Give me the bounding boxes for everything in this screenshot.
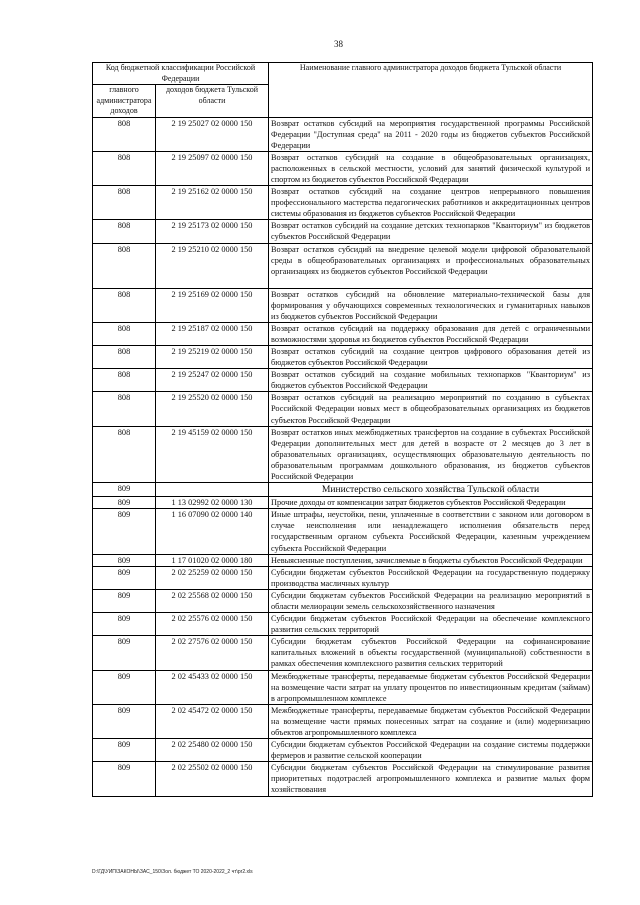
revenue-code-cell: 2 19 25097 02 0000 150 (156, 151, 269, 185)
revenue-code-cell: 1 13 02992 02 0000 130 (156, 497, 269, 509)
header-code-group: Код бюджетной классификации Российской Федерации (93, 63, 269, 85)
table-row (93, 288, 593, 322)
revenue-name-cell: Возврат остатков иных межбюджетных трансфертов на создание в субъектах Российской Федерации дополнительных мест для детей в возрасте от 2 месяцев до 3 лет в образовательных организациях, осуществляющих образовательную деятельность по образовательным программам дошкольного образования, из бюджетов субъектов Российской Федерации (269, 426, 593, 482)
admin-code-cell: 809 (93, 670, 156, 704)
revenue-code-cell: 1 17 01020 02 0000 180 (156, 554, 269, 566)
table-row (93, 554, 593, 566)
admin-code-cell: 808 (93, 288, 156, 322)
table-row (93, 426, 593, 482)
revenue-name-cell: Межбюджетные трансферты, передаваемые бюджетам субъектов Российской Федерации на возмещение части прямых понесенных затрат на создание и (или) модернизацию объектов агропромышленного комплекса (269, 704, 593, 738)
table-row (93, 636, 593, 670)
table-row (93, 509, 593, 554)
table-row (93, 392, 593, 426)
table-row (93, 739, 593, 762)
file-path-footer: D:\ГД\УИП\ЗАКОНЫ\ЗАС_150\Зол. бюджет ТО 2020-2022_2 чт\pr2.xls (92, 869, 253, 875)
admin-code-cell: 808 (93, 186, 156, 220)
admin-code-cell: 809 (93, 739, 156, 762)
revenue-name-cell: Прочие доходы от компенсации затрат бюджетов субъектов Российской Федерации (269, 497, 593, 509)
table-row (93, 346, 593, 369)
revenue-name-cell: Возврат остатков субсидий на мероприятия государственной программы Российской Федерации "Доступная среда" на 2011 - 2020 годы из бюджетов субъектов Российской Федерации (269, 117, 593, 151)
page-number: 38 (334, 39, 343, 49)
revenue-code-cell: 2 19 25210 02 0000 150 (156, 243, 269, 288)
revenue-code-cell: 2 02 25259 02 0000 150 (156, 566, 269, 589)
table-header-row (93, 63, 593, 85)
revenue-code-cell: 2 19 25162 02 0000 150 (156, 186, 269, 220)
revenue-name-cell: Субсидии бюджетам субъектов Российской Федерации на реализацию мероприятий в области мелиорации земель сельскохозяйственного назначения (269, 589, 593, 612)
revenue-code-cell: 2 02 25576 02 0000 150 (156, 613, 269, 636)
revenue-name-cell: Иные штрафы, неустойки, пени, уплаченные в соответствии с законом или договором в случае неисполнения или ненадлежащего исполнения обязательств перед государственным органом субъекта Российской Федерации, казенным учреждением субъекта Российской Федерации (269, 509, 593, 554)
revenue-name-cell: Возврат остатков субсидий на создание центров непрерывного повышения профессионального мастерства педагогических работников и аккредитационных центров системы образования из бюджетов субъектов Российской Федерации (269, 186, 593, 220)
revenue-name-cell: Субсидии бюджетам субъектов Российской Федерации на создание системы поддержки фермеров и развитие сельской кооперации (269, 739, 593, 762)
admin-code-cell: 809 (93, 497, 156, 509)
revenue-code-cell: 2 02 45472 02 0000 150 (156, 704, 269, 738)
revenue-name-cell: Возврат остатков субсидий на создание детских технопарков "Кванториум" из бюджетов субъектов Российской Федерации (269, 220, 593, 243)
table-row (93, 497, 593, 509)
revenue-code-cell: 2 19 25169 02 0000 150 (156, 288, 269, 322)
admin-code-cell: 808 (93, 369, 156, 392)
revenue-code-cell: 2 02 25502 02 0000 150 (156, 762, 269, 796)
table-row (93, 151, 593, 185)
revenue-code-cell (156, 483, 269, 497)
table-row (93, 369, 593, 392)
revenue-name-cell: Возврат остатков субсидий на внедрение целевой модели цифровой образовательной среды в общеобразовательных организациях и профессиональных образовательных организациях из бюджетов субъектов Российской Федерации (269, 243, 593, 288)
revenue-name-cell: Возврат остатков субсидий на поддержку образования для детей с ограниченными возможностями здоровья из бюджетов субъектов Российской Федерации (269, 322, 593, 345)
revenue-code-cell: 2 19 25520 02 0000 150 (156, 392, 269, 426)
admin-code-cell: 809 (93, 483, 156, 497)
table-row-department (93, 483, 593, 497)
admin-code-cell: 808 (93, 392, 156, 426)
revenue-name-cell: Возврат остатков субсидий на реализацию мероприятий по созданию в субъектах Российской Федерации новых мест в общеобразовательных организациях из бюджетов субъектов Российской Федерации (269, 392, 593, 426)
table-row (93, 762, 593, 796)
table-row (93, 243, 593, 288)
revenue-code-cell: 2 19 25027 02 0000 150 (156, 117, 269, 151)
revenue-code-cell: 2 19 45159 02 0000 150 (156, 426, 269, 482)
department-name-cell: Министерство сельского хозяйства Тульской области (269, 483, 593, 497)
revenue-name-cell: Возврат остатков субсидий на создание в общеобразовательных организациях, расположенных в сельской местности, условий для занятий физической культурой и спортом из бюджетов субъектов Российской Федерации (269, 151, 593, 185)
table-row (93, 322, 593, 345)
revenue-code-cell: 2 02 27576 02 0000 150 (156, 636, 269, 670)
revenue-name-cell: Субсидии бюджетам субъектов Российской Федерации на стимулирование развития приоритетных подотраслей агропромышленного комплекса и развитие малых форм хозяйствования (269, 762, 593, 796)
admin-code-cell: 809 (93, 762, 156, 796)
revenue-code-cell: 1 16 07090 02 0000 140 (156, 509, 269, 554)
revenue-code-cell: 2 19 25247 02 0000 150 (156, 369, 269, 392)
header-name-column: Наименование главного администратора доходов бюджета Тульской области (269, 63, 593, 118)
admin-code-cell: 809 (93, 589, 156, 612)
revenue-name-cell: Возврат остатков субсидий на создание центров цифрового образования детей из бюджетов субъектов Российской Федерации (269, 346, 593, 369)
revenue-code-cell: 2 19 25187 02 0000 150 (156, 322, 269, 345)
admin-code-cell: 808 (93, 117, 156, 151)
revenue-code-cell: 2 02 25480 02 0000 150 (156, 739, 269, 762)
table-row (93, 566, 593, 589)
revenue-name-cell: Невыясненные поступления, зачисляемые в бюджеты субъектов Российской Федерации (269, 554, 593, 566)
revenue-name-cell: Возврат остатков субсидий на создание мобильных технопарков "Кванториум" из бюджетов субъектов Российской Федерации (269, 369, 593, 392)
budget-classification-table (92, 62, 593, 797)
admin-code-cell: 809 (93, 509, 156, 554)
admin-code-cell: 808 (93, 426, 156, 482)
admin-code-cell: 808 (93, 346, 156, 369)
revenue-code-cell: 2 19 25173 02 0000 150 (156, 220, 269, 243)
revenue-name-cell: Субсидии бюджетам субъектов Российской Федерации на обеспечение комплексного развития сельских территорий (269, 613, 593, 636)
admin-code-cell: 808 (93, 220, 156, 243)
table-row (93, 704, 593, 738)
admin-code-cell: 808 (93, 151, 156, 185)
admin-code-cell: 808 (93, 322, 156, 345)
revenue-code-cell: 2 02 25568 02 0000 150 (156, 589, 269, 612)
revenue-name-cell: Субсидии бюджетам субъектов Российской Федерации на государственную поддержку производства масличных культур (269, 566, 593, 589)
table-row (93, 613, 593, 636)
revenue-name-cell: Субсидии бюджетам субъектов Российской Федерации на софинансирование капитальных вложений в объекты государственной (муниципальной) собственности в рамках обеспечения комплексного развития сельских территорий (269, 636, 593, 670)
admin-code-cell: 808 (93, 243, 156, 288)
admin-code-cell: 809 (93, 636, 156, 670)
table-row (93, 220, 593, 243)
admin-code-cell: 809 (93, 704, 156, 738)
revenue-name-cell: Межбюджетные трансферты, передаваемые бюджетам субъектов Российской Федерации на возмещение части затрат на уплату процентов по инвестиционным кредитам (займам) в агропромышленном комплексе (269, 670, 593, 704)
header-admin-column: главного администратора доходов (93, 85, 156, 118)
admin-code-cell: 809 (93, 554, 156, 566)
table-row (93, 186, 593, 220)
admin-code-cell: 809 (93, 566, 156, 589)
table-row (93, 589, 593, 612)
admin-code-cell: 809 (93, 613, 156, 636)
revenue-code-cell: 2 19 25219 02 0000 150 (156, 346, 269, 369)
table-row (93, 117, 593, 151)
revenue-name-cell: Возврат остатков субсидий на обновление материально-технической базы для формирования у обучающихся современных технологических и гуманитарных навыков из бюджетов субъектов Российской Федерации (269, 288, 593, 322)
header-revenue-column: доходов бюджета Тульской области (156, 85, 269, 118)
table-row (93, 670, 593, 704)
revenue-code-cell: 2 02 45433 02 0000 150 (156, 670, 269, 704)
